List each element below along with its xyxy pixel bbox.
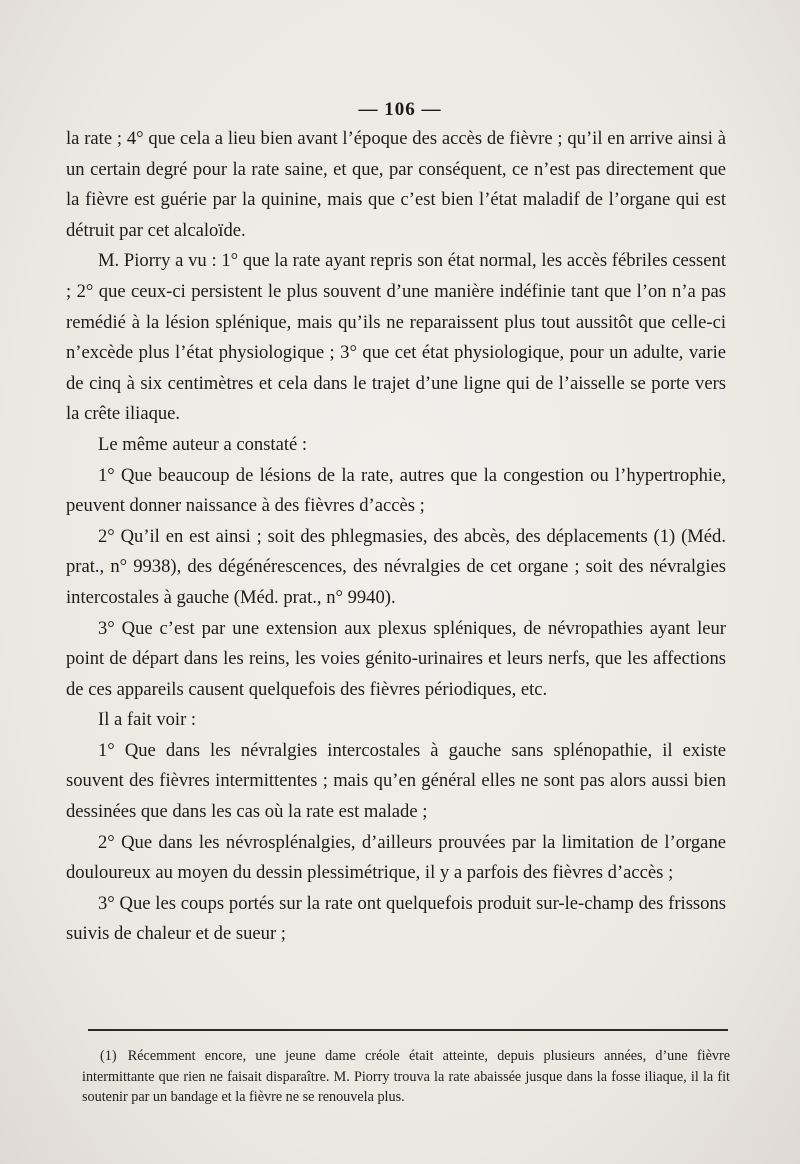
footnote-text: Récemment encore, une jeune dame créole était atteinte, depuis plusieurs années, d’une fièvre intermittante que rien ne faisait disparaître. M. Piorry trouva la rate abaissée jusque dans la fosse iliaque, il la fit soutenir par un bandage et la fièvre ne se renouvela plus. xyxy=(82,1048,730,1105)
paragraph: Il a fait voir : xyxy=(98,709,197,731)
paragraph: 3° Que c’est par une extension aux plexus spléniques, de névropathies ayant leur point de départ dans les reins, les voies génito-urinaires et leurs nerfs, que les affections de ces appareils causent quelquefois des fièvres périodiques, etc. xyxy=(66,617,726,700)
paragraph: 2° Qu’il en est ainsi ; soit des phlegmasies, des abcès, des déplacements (1) (Méd. prat., n° 9938), des dégénérescences, des névralgies de cet organe ; soit des névralgies intercostales à gauche (Méd. prat., n° 9940). xyxy=(66,525,726,608)
paragraph: 3° Que les coups portés sur la rate ont quelquefois produit sur-le-champ des frissons suivis de chaleur et de sueur ; xyxy=(66,892,726,945)
footnote-divider xyxy=(88,1029,728,1031)
paragraph: la rate ; 4° que cela a lieu bien avant l’époque des accès de fièvre ; qu’il en arrive ainsi à un certain degré pour la rate saine, et que, par conséquent, ce n’est pas directement que la fièvre est guérie par la quinine, mais que c’est bien l’état maladif de l’organe qui est détruit par cet alcaloïde. xyxy=(66,128,726,241)
page-number: — 106 — xyxy=(358,99,442,120)
paragraph: Le même auteur a constaté : xyxy=(98,433,308,455)
body-text xyxy=(66,124,726,950)
footnotes xyxy=(82,1046,730,1108)
footnote xyxy=(82,1046,730,1108)
paragraph: 2° Que dans les névrosplénalgies, d’ailleurs prouvées par la limitation de l’organe douloureux au moyen du dessin plessimétrique, il y a parfois des fièvres d’accès ; xyxy=(66,831,726,884)
paragraph: 1° Que dans les névralgies intercostales à gauche sans splénopathie, il existe souvent des fièvres intermittentes ; mais qu’en général elles ne sont pas alors aussi bien dessinées que dans les cas où la rate est malade ; xyxy=(66,739,726,823)
footnote-mark: (1) xyxy=(100,1048,117,1064)
paragraph: M. Piorry a vu : 1° que la rate ayant repris son état normal, les accès fébriles cessent ; 2° que ceux-ci persistent le plus souvent d’une manière indéfinie tant que l’on n’a pas remédié à la lésion splénique, mais qu’ils ne reparaissent plus tout aussitôt que celle-ci n’excède plus l’état physiologique ; 3° que cet état physiologique, pour un adulte, varie de cinq à six centimètres et cela dans le trajet d’une ligne qui de l’aisselle se porte vers la crête iliaque. xyxy=(66,250,726,425)
paragraph: 1° Que beaucoup de lésions de la rate, autres que la congestion ou l’hypertrophie, peuvent donner naissance à des fièvres d’accès ; xyxy=(66,464,726,517)
